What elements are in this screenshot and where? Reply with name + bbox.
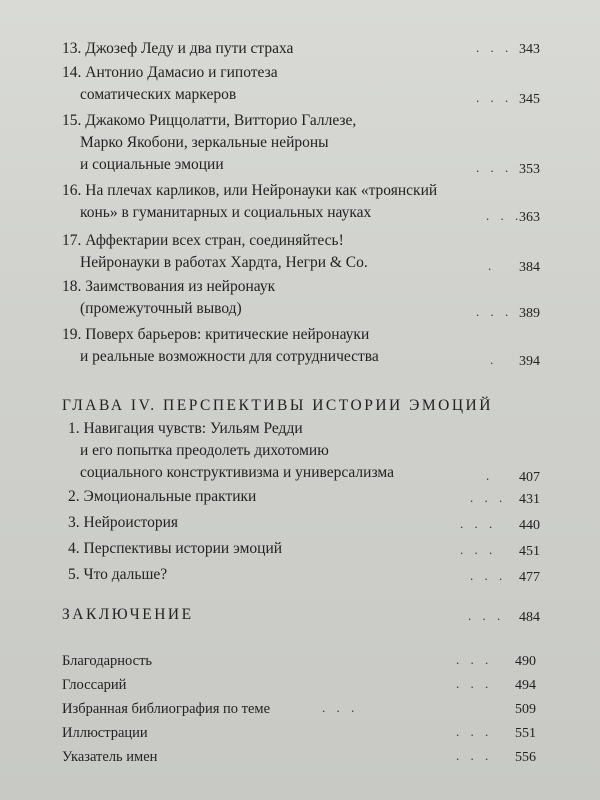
toc-entry-line: 19. Поверх барьеров: критические нейронауки <box>62 326 370 343</box>
leader-dots: . . . <box>456 724 493 739</box>
leader-dots: . <box>490 352 498 367</box>
toc-entry-bibliography <box>62 698 536 720</box>
page-number: 556 <box>515 750 536 765</box>
page-number: 477 <box>519 570 540 585</box>
toc-entry-illustrations <box>62 722 536 744</box>
page-number: 551 <box>515 726 536 741</box>
toc-entry-line: и его попытка преодолеть дихотомию <box>80 442 329 459</box>
page-number: 407 <box>519 470 540 485</box>
toc-entry-line: 17. Аффектарии всех стран, соединяйтесь! <box>62 232 344 249</box>
leader-dots: . <box>486 468 494 483</box>
leader-dots: . . . <box>468 608 505 623</box>
toc-entry-line: и реальные возможности для сотрудничества <box>80 348 379 365</box>
toc-entry-line: 14. Антонио Дамасио и гипотеза <box>62 64 278 81</box>
toc-entry-index <box>62 746 536 768</box>
toc-entry-line: 5. Что дальше? <box>68 566 168 583</box>
toc-entry-line: соматических маркеров <box>80 86 237 103</box>
toc-entry-13 <box>62 38 540 60</box>
page-number: 490 <box>515 654 536 669</box>
leader-dots: . . . <box>476 160 513 175</box>
toc-entry-line: 16. На плечах карликов, или Нейронауки как «троянский <box>62 182 438 199</box>
page-number: 363 <box>519 210 540 225</box>
toc-entry-line: 3. Нейроистория <box>68 514 179 531</box>
toc-entry-conclusion <box>62 604 540 626</box>
leader-dots: . . . <box>470 490 507 505</box>
page-number: 494 <box>515 678 536 693</box>
toc-entry-line: (промежуточный вывод) <box>80 300 242 317</box>
page-number: 389 <box>519 306 540 321</box>
toc-entry-line: Указатель имен <box>62 749 158 765</box>
toc-entry-iv-3 <box>68 512 540 534</box>
leader-dots: . . . <box>476 40 513 55</box>
toc-entry-line: 13. Джозеф Леду и два пути страха <box>62 40 294 57</box>
page-number: 431 <box>519 492 540 507</box>
toc-entry-line: 1. Навигация чувств: Уильям Редди <box>68 420 303 437</box>
chapter-heading: ГЛАВА IV. ПЕРСПЕКТИВЫ ИСТОРИИ ЭМОЦИЙ <box>62 397 493 414</box>
page-number: 384 <box>519 260 540 275</box>
page-number: 353 <box>519 162 540 177</box>
toc-entry-line: конь» в гуманитарных и социальных науках <box>80 204 372 221</box>
toc-entry-line: и социальные эмоции <box>80 156 224 173</box>
toc-entry-line: социального конструктивизма и универсализма <box>80 464 394 481</box>
leader-dots: . . . <box>322 700 359 715</box>
toc-entry-line: Иллюстрации <box>62 725 148 741</box>
toc-entry-iv-5 <box>68 564 540 586</box>
leader-dots: . . . <box>476 304 513 319</box>
toc-entry-line: Нейронауки в работах Хардта, Негри & Co. <box>80 254 368 271</box>
page-number: 440 <box>519 518 540 533</box>
toc-entry-18 <box>62 276 540 324</box>
leader-dots: . . . <box>460 516 497 531</box>
toc-entry-19 <box>62 324 540 372</box>
leader-dots: . . . <box>476 90 513 105</box>
toc-entry-iv-2 <box>68 486 540 508</box>
leader-dots: . . . <box>486 208 523 223</box>
leader-dots: . . . <box>456 676 493 691</box>
toc-entry-line: 4. Перспективы истории эмоций <box>68 540 283 557</box>
toc-entry-glossary <box>62 674 536 696</box>
toc-entry-line: Глоссарий <box>62 677 127 693</box>
toc-entry-16 <box>62 180 540 228</box>
toc-entry-line: Благодарность <box>62 653 153 669</box>
page-number: 509 <box>515 702 536 717</box>
toc-entry-15 <box>62 110 540 178</box>
leader-dots: . . . <box>470 568 507 583</box>
toc-entry-line: 2. Эмоциональные практики <box>68 488 257 505</box>
toc-entry-line: 18. Заимствования из нейронаук <box>62 278 276 295</box>
toc-entry-line: Избранная библиография по теме <box>62 701 271 717</box>
page-number: 345 <box>519 92 540 107</box>
toc-entry-14 <box>62 62 540 110</box>
page-number: 484 <box>519 610 540 625</box>
toc-entry-line: Марко Якобони, зеркальные нейроны <box>80 134 329 151</box>
toc-entry-iv-1 <box>68 418 540 488</box>
toc-entry-acknowledgements <box>62 650 536 672</box>
leader-dots: . <box>488 258 496 273</box>
page-number: 343 <box>519 42 540 57</box>
page-number: 394 <box>519 354 540 369</box>
conclusion-heading: ЗАКЛЮЧЕНИЕ <box>62 606 194 623</box>
toc-entry-17 <box>62 230 540 278</box>
page-number: 451 <box>519 544 540 559</box>
leader-dots: . . . <box>456 652 493 667</box>
leader-dots: . . . <box>456 748 493 763</box>
leader-dots: . . . <box>460 542 497 557</box>
toc-entry-iv-4 <box>68 538 540 560</box>
toc-entry-line: 15. Джакомо Риццолатти, Витторио Галлезе, <box>62 112 357 129</box>
